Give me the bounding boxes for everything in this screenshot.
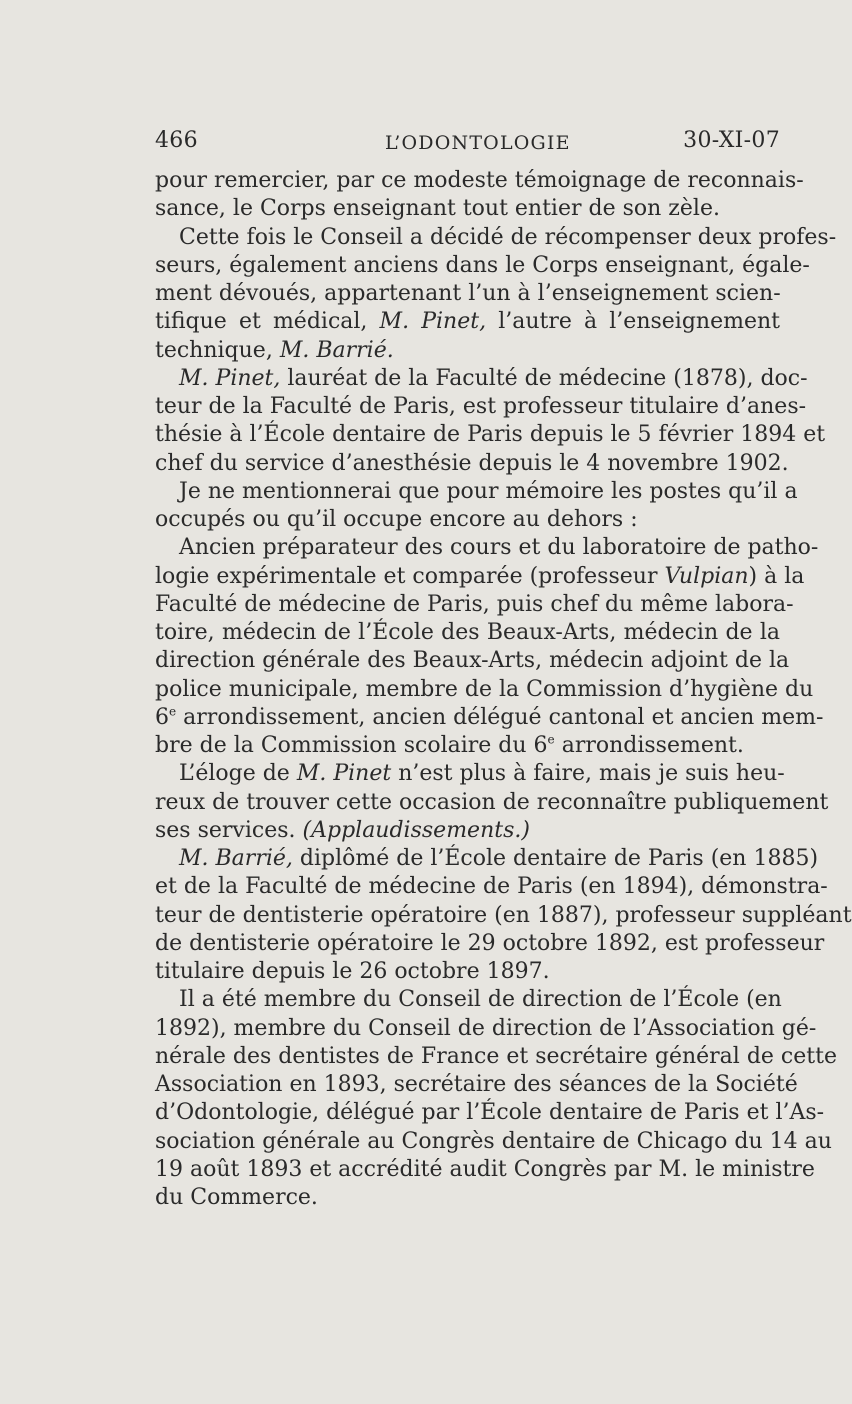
text-segment: pour remercier, par ce modeste témoignage de reconnais- (155, 168, 804, 193)
text-segment: toire, médecin de l’École des Beaux-Arts, médecin de la (155, 620, 780, 645)
text-segment: diplômé de l’École dentaire de Paris (en 1885) (292, 846, 819, 871)
text-segment: teur de la Faculté de Paris, est professeur titulaire d’anes- (155, 394, 807, 419)
text-line (155, 167, 804, 195)
text-line (155, 1128, 832, 1156)
text-segment: occupés ou qu’il occupe encore au dehors : (155, 507, 638, 532)
text-line (155, 252, 810, 280)
italic-segment: M. Pinet, (179, 365, 281, 391)
text-line (155, 732, 780, 760)
text-segment: arrondissement. (554, 733, 744, 758)
text-line (155, 986, 780, 1014)
text-segment: 6 (155, 704, 169, 730)
text-segment: titulaire depuis le 26 octobre 1897. (155, 959, 550, 984)
text-segment: technique, (155, 337, 280, 363)
text-line (155, 421, 826, 449)
text-line (155, 930, 825, 958)
text-segment: lauréat de la Faculté de médecine (1878), doc- (280, 365, 808, 391)
text-segment: L’éloge de (179, 761, 297, 787)
superscript: e (169, 704, 177, 719)
body-text (155, 167, 852, 1212)
text-segment: n’est plus à faire, mais je suis heu- (391, 761, 785, 787)
text-line (155, 563, 805, 591)
text-line (155, 704, 824, 732)
text-line (155, 1015, 817, 1043)
text-line (155, 902, 852, 930)
text-line (155, 1156, 815, 1184)
italic-segment: M. Pinet (296, 761, 392, 787)
text-segment: sociation générale au Congrès dentaire de Chicago du 14 au (155, 1128, 832, 1154)
text-line (155, 280, 780, 308)
text-line (155, 337, 780, 365)
italic-segment: M. Barrié, (179, 846, 293, 871)
text-segment: arrondissement, ancien délégué cantonal et ancien mem- (176, 704, 824, 730)
text-segment: Faculté de médecine de Paris, puis chef du même labora- (155, 591, 794, 617)
text-line (155, 365, 808, 393)
text-segment: chef du service d’anesthésie depuis le 4 novembre 1902. (155, 450, 789, 476)
text-segment: de dentisterie opératoire le 29 octobre 1892, est professeur (155, 930, 825, 956)
journal-title: L’ODONTOLOGIE (385, 132, 571, 154)
text-segment: Il a été membre du Conseil de direction de l’École (en (179, 987, 782, 1013)
text-line (155, 1184, 780, 1212)
text-segment: Je ne mentionnerai que pour mémoire les postes qu’il a (179, 478, 798, 504)
text-segment: l’autre à l’enseignement (486, 309, 780, 335)
text-line (155, 1043, 837, 1071)
text-segment: 19 août 1893 et accrédité audit Congrès par M. le ministre (155, 1156, 815, 1182)
text-line (155, 308, 780, 336)
text-segment: ses services. (155, 817, 303, 843)
text-line (155, 676, 814, 704)
text-segment: Association en 1893, secrétaire des séances de la Société (155, 1072, 798, 1097)
italic-segment: M. Barrié. (279, 337, 394, 363)
text-segment: d’Odontologie, délégué par l’École dentaire de Paris et l’As- (155, 1100, 825, 1126)
text-line (155, 506, 780, 534)
text-segment: teur de dentisterie opératoire (en 1887), professeur suppléant (155, 902, 852, 928)
text-segment: logie expérimentale et comparée (professeur (155, 563, 665, 589)
text-line (155, 760, 785, 788)
text-segment: ) à la (748, 563, 805, 589)
text-line (155, 817, 780, 845)
text-line (155, 393, 807, 421)
text-line (155, 450, 789, 478)
issue-date: 30-XI-07 (683, 128, 780, 153)
text-line (155, 195, 780, 223)
text-line (155, 873, 828, 901)
text-line (155, 591, 794, 619)
text-segment: police municipale, membre de la Commission d’hygiène du (155, 676, 814, 702)
text-segment: du Commerce. (155, 1185, 318, 1210)
text-segment: 1892), membre du Conseil de direction de l’Association gé- (155, 1015, 817, 1041)
italic-segment: (Applaudissements.) (302, 817, 530, 843)
text-segment: nérale des dentistes de France et secrétaire général de cette (155, 1043, 837, 1069)
italic-segment: M. Pinet, (379, 309, 487, 335)
text-segment: Ancien préparateur des cours et du laboratoire de patho- (179, 535, 819, 561)
running-header (155, 128, 780, 158)
text-segment: Cette fois le Conseil a décidé de récompenser deux profes- (179, 224, 837, 250)
text-line (155, 958, 780, 986)
text-segment: thésie à l’École dentaire de Paris depuis le 5 février 1894 et (155, 422, 826, 448)
text-segment: ment dévoués, appartenant l’un à l’enseignement scien- (155, 281, 781, 306)
superscript: e (547, 732, 555, 747)
text-segment: sance, le Corps enseignant tout entier de son zèle. (155, 196, 720, 222)
text-segment: seurs, également anciens dans le Corps enseignant, égale- (155, 252, 810, 278)
text-segment: reux de trouver cette occasion de reconnaître publiquement (155, 789, 829, 815)
text-segment: tifique et médical, (155, 309, 380, 335)
text-line (155, 1099, 825, 1127)
text-line (155, 224, 837, 252)
page-number: 466 (155, 128, 198, 153)
text-line (155, 789, 829, 817)
text-line (155, 845, 819, 873)
text-line (155, 534, 819, 562)
italic-segment: Vulpian (664, 563, 749, 589)
text-line (155, 619, 780, 647)
text-line (155, 478, 798, 506)
text-segment: et de la Faculté de médecine de Paris (en 1894), démonstra- (155, 874, 828, 900)
text-segment: direction générale des Beaux-Arts, médecin adjoint de la (155, 648, 790, 674)
text-line (155, 1071, 798, 1099)
text-segment: bre de la Commission scolaire du 6 (155, 733, 548, 758)
text-line (155, 647, 790, 675)
